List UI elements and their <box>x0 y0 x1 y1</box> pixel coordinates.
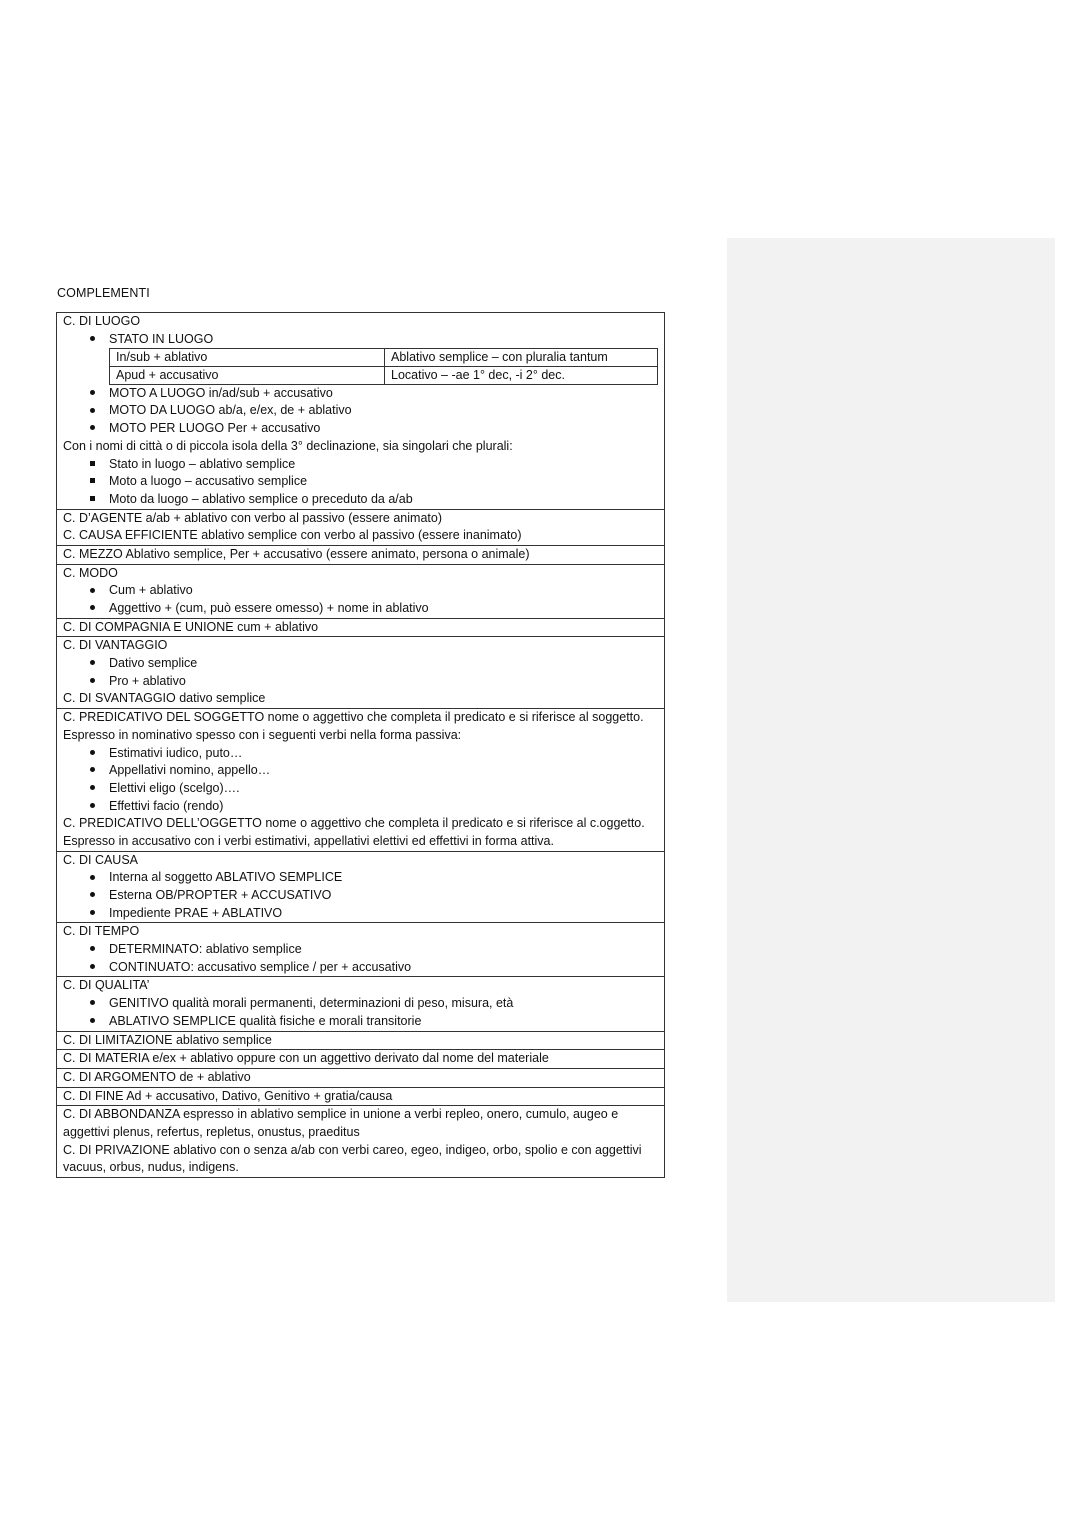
stato-in-luogo-table <box>109 348 658 384</box>
comment-pane <box>727 238 1055 1302</box>
square-bullet-icon <box>90 496 95 501</box>
bullet-icon <box>90 605 95 610</box>
section-text: C. DI COMPAGNIA E UNIONE cum + ablativo <box>63 619 319 634</box>
list-item: DETERMINATO: ablativo semplice <box>63 941 658 959</box>
list-item: ABLATIVO SEMPLICE qualità fisiche e morali transitorie <box>63 1013 658 1031</box>
list-item: Estimativi iudico, puto… <box>63 745 658 763</box>
section-materia <box>57 1049 664 1068</box>
section-agente <box>57 509 664 545</box>
section-causa <box>57 851 664 923</box>
list-item: Cum + ablativo <box>63 582 658 600</box>
section-compagnia <box>57 618 664 637</box>
bullet-icon <box>90 767 95 772</box>
section-heading: C. DI TEMPO <box>63 924 140 939</box>
list-item: Impediente PRAE + ABLATIVO <box>63 905 658 923</box>
list-item: Moto da luogo – ablativo semplice o preceduto da a/ab <box>63 491 658 509</box>
section-mezzo <box>57 545 664 564</box>
list-item: STATO IN LUOGO <box>63 331 658 349</box>
complementi-table <box>56 312 665 1178</box>
bullet-icon <box>90 946 95 951</box>
bullet-icon <box>90 750 95 755</box>
section-text: C. PREDICATIVO DELL’OGGETTO nome o aggettivo che completa il predicato e si riferisce al c.oggetto. <box>63 816 645 831</box>
note-text: Con i nomi di città o di piccola isola della 3° declinazione, sia singolari che plurali: <box>63 438 513 453</box>
list-item: Pro + ablativo <box>63 673 658 691</box>
table-cell: Apud + accusativo <box>110 367 385 385</box>
square-bullet-icon <box>90 461 95 466</box>
square-bullet-icon <box>90 478 95 483</box>
list-item: MOTO DA LUOGO ab/a, e/ex, de + ablativo <box>63 402 658 420</box>
list-item: Dativo semplice <box>63 655 658 673</box>
section-abbondanza <box>57 1105 664 1177</box>
table-row <box>110 367 658 385</box>
list-item: GENITIVO qualità morali permanenti, determinazioni di peso, misura, età <box>63 995 658 1013</box>
bullet-icon <box>90 875 95 880</box>
section-luogo <box>57 313 664 509</box>
section-text: C. DI FINE Ad + accusativo, Dativo, Genitivo + gratia/causa <box>63 1088 393 1103</box>
table-cell: In/sub + ablativo <box>110 349 385 367</box>
section-text: C. DI MATERIA e/ex + ablativo oppure con un aggettivo derivato dal nome del materiale <box>63 1051 549 1066</box>
list-item: MOTO A LUOGO in/ad/sub + accusativo <box>63 385 658 403</box>
section-limitazione <box>57 1031 664 1050</box>
section-text: C. DI PRIVAZIONE ablativo con o senza a/ab con verbi careo, egeo, indigeo, orbo, spolio e con aggettivi <box>63 1142 642 1157</box>
section-qualita <box>57 976 664 1030</box>
section-fine <box>57 1087 664 1106</box>
section-predicativo <box>57 708 664 851</box>
list-item: MOTO PER LUOGO Per + accusativo <box>63 420 658 438</box>
section-text: vacuus, orbus, nudus, indigens. <box>63 1160 239 1175</box>
section-tempo <box>57 922 664 976</box>
list-item: Elettivi eligo (scelgo)…. <box>63 780 658 798</box>
list-item: Appellativi nomino, appello… <box>63 762 658 780</box>
section-text: Espresso in nominativo spesso con i seguenti verbi nella forma passiva: <box>63 727 462 742</box>
bullet-icon <box>90 892 95 897</box>
list-item: Interna al soggetto ABLATIVO SEMPLICE <box>63 869 658 887</box>
bullet-icon <box>90 678 95 683</box>
bullet-icon <box>90 803 95 808</box>
section-text: C. MEZZO Ablativo semplice, Per + accusativo (essere animato, persona o animale) <box>63 546 530 561</box>
list-item: Effettivi facio (rendo) <box>63 798 658 816</box>
bullet-icon <box>90 408 95 413</box>
bullet-icon <box>90 910 95 915</box>
bullet-icon <box>90 660 95 665</box>
list-item: Stato in luogo – ablativo semplice <box>63 456 658 474</box>
document-title: COMPLEMENTI <box>57 286 150 300</box>
bullet-icon <box>90 964 95 969</box>
section-text: aggettivi plenus, refertus, repletus, onustus, praeditus <box>63 1124 360 1139</box>
table-cell: Locativo – -ae 1° dec, -i 2° dec. <box>385 367 658 385</box>
list-item: CONTINUATO: accusativo semplice / per + accusativo <box>63 959 658 977</box>
section-text: C. DI ARGOMENTO de + ablativo <box>63 1069 251 1084</box>
section-text: C. PREDICATIVO DEL SOGGETTO nome o aggettivo che completa il predicato e si riferisce al soggetto. <box>63 710 644 725</box>
bullet-icon <box>90 390 95 395</box>
table-cell: Ablativo semplice – con pluralia tantum <box>385 349 658 367</box>
section-text: C. DI ABBONDANZA espresso in ablativo semplice in unione a verbi repleo, onero, cumulo, augeo e <box>63 1107 619 1122</box>
bullet-icon <box>90 785 95 790</box>
bullet-icon <box>90 336 95 341</box>
section-heading: C. DI LUOGO <box>63 314 141 328</box>
section-text: Espresso in accusativo con i verbi estimativi, appellativi elettivi ed effettivi in forma attiva. <box>63 833 554 848</box>
bullet-icon <box>90 425 95 430</box>
section-text: C. D’AGENTE a/ab + ablativo con verbo al passivo (essere animato) <box>63 510 442 525</box>
section-modo <box>57 564 664 618</box>
section-argomento <box>57 1068 664 1087</box>
table-row <box>110 349 658 367</box>
section-text: C. DI LIMITAZIONE ablativo semplice <box>63 1032 272 1047</box>
list-item: Aggettivo + (cum, può essere omesso) + nome in ablativo <box>63 600 658 618</box>
section-heading: C. DI VANTAGGIO <box>63 638 168 653</box>
bullet-icon <box>90 588 95 593</box>
section-vantaggio <box>57 636 664 708</box>
section-heading: C. MODO <box>63 565 118 580</box>
section-text: C. CAUSA EFFICIENTE ablativo semplice con verbo al passivo (essere inanimato) <box>63 528 522 543</box>
section-heading: C. DI QUALITA’ <box>63 978 150 993</box>
list-item: Moto a luogo – accusativo semplice <box>63 473 658 491</box>
bullet-icon <box>90 1018 95 1023</box>
section-text: C. DI SVANTAGGIO dativo semplice <box>63 691 266 706</box>
section-heading: C. DI CAUSA <box>63 852 139 867</box>
list-item: Esterna OB/PROPTER + ACCUSATIVO <box>63 887 658 905</box>
bullet-icon <box>90 1000 95 1005</box>
